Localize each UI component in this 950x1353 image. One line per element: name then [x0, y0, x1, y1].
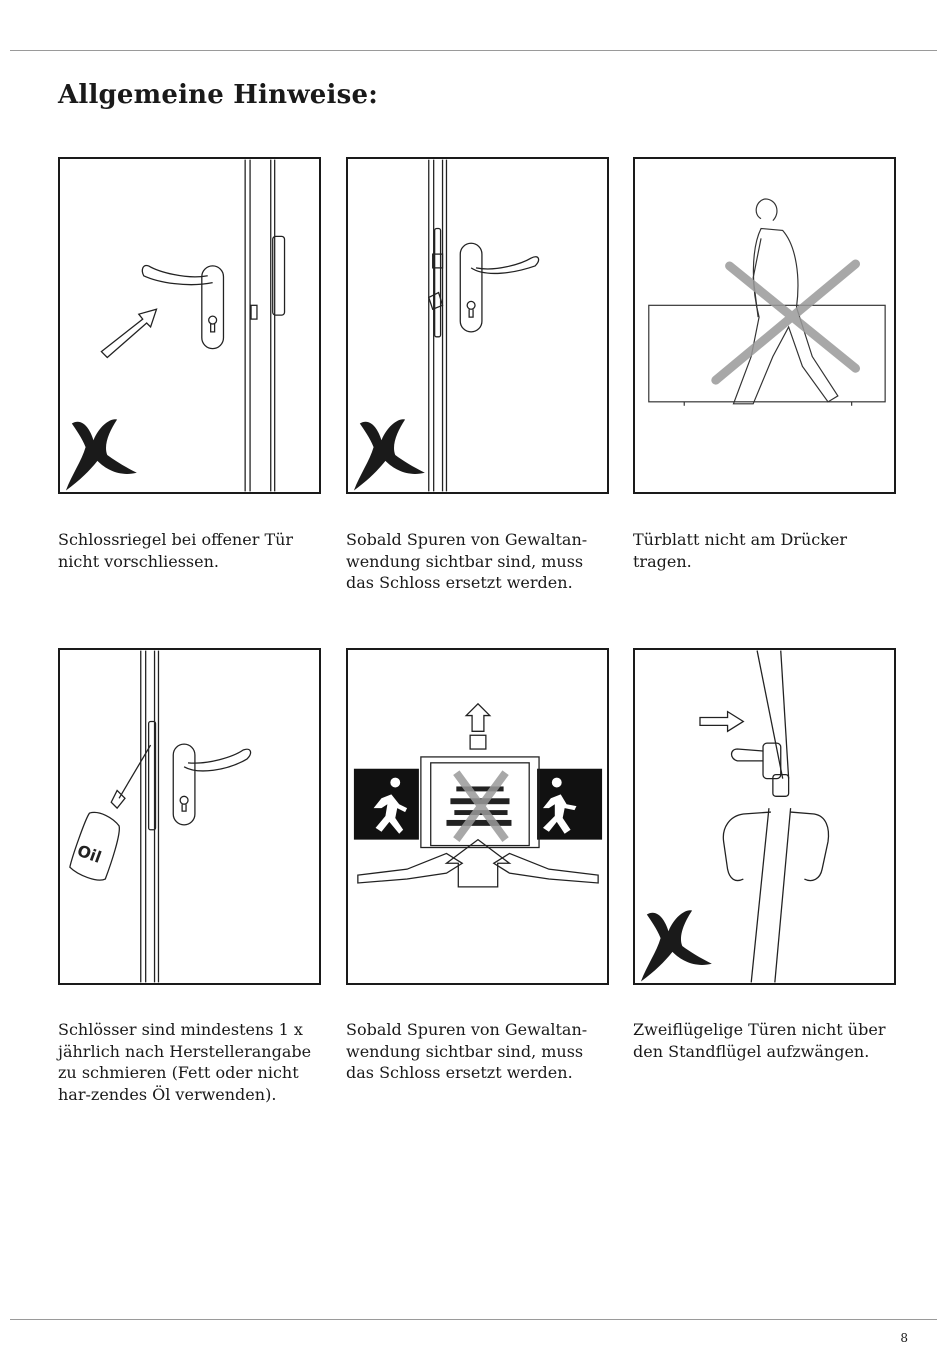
oil-label: Oil [74, 840, 104, 867]
caption-carry-by-handle: Türblatt nicht am Drücker tragen. [633, 530, 848, 571]
bottom-rule [10, 1319, 937, 1320]
emergency-exit-sign-illustration [348, 650, 607, 983]
page-title: Allgemeine Hinweise: [58, 80, 378, 110]
caption-forced-lock: Sobald Spuren von Gewaltan-wendung sichtbar sind, muss das Schloss ersetzt werden. [346, 530, 588, 592]
caption-escape-route: Sobald Spuren von Gewaltan-wendung sichtbar sind, muss das Schloss ersetzt werden. [346, 1020, 588, 1082]
oil-can-illustration [60, 650, 319, 983]
illustration-carry-by-handle [633, 157, 896, 494]
illustration-lubricate-lock [58, 648, 321, 985]
caption-bolt-open-door: Schlossriegel bei offener Tür nicht vorschliessen. [58, 530, 294, 571]
illustration-bolt-open-door [58, 157, 321, 494]
top-rule [10, 50, 937, 51]
illustration-escape-route [346, 648, 609, 985]
illustration-forced-lock [346, 157, 609, 494]
page-number: 8 [900, 1331, 908, 1345]
person-carrying-door-illustration [635, 159, 894, 492]
double-door-leaf-illustration [635, 650, 894, 983]
door-handle-damage-illustration [348, 159, 607, 492]
caption-lubricate-lock: Schlösser sind mindestens 1 x jährlich nach Herstellerangabe zu schmieren (Fett oder nicht har-zendes Öl verwenden). [58, 1020, 312, 1104]
illustration-double-door-force [633, 648, 896, 985]
caption-double-door-force: Zweiflügelige Türen nicht über den Standflügel aufzwängen. [633, 1020, 886, 1061]
door-handle-arrow-illustration [60, 159, 319, 492]
